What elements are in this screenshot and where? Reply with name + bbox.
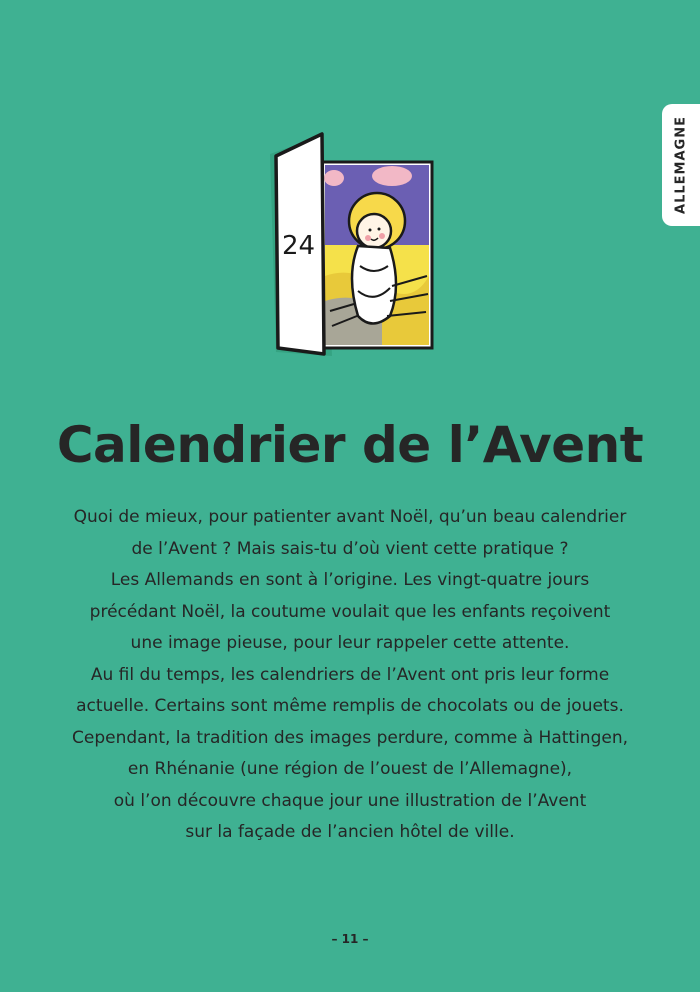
country-tab [662, 104, 700, 226]
body-line: une image pieuse, pour leur rappeler cette attente. [130, 633, 570, 653]
body-paragraph [60, 502, 640, 849]
body-line: en Rhénanie (une région de l’ouest de l’Allemagne), [127, 759, 573, 779]
page-title: Calendrier de l’Avent [56, 416, 644, 474]
cloud-shape [372, 166, 412, 186]
eye-shape [369, 229, 372, 232]
body-line: où l’on découvre chaque jour une illustration de l’Avent [113, 790, 587, 811]
body-line: sur la façade de l’ancien hôtel de ville. [185, 822, 515, 842]
body-line: Cependant, la tradition des images perdure, comme à Hattingen, [71, 727, 629, 748]
body-line: précédant Noël, la coutume voulait que les enfants reçoivent [89, 601, 611, 622]
country-tab-label: ALLEMAGNE [673, 116, 689, 214]
body-line: Quoi de mieux, pour patienter avant Noël, qu’un beau calendrier [73, 507, 627, 527]
door-number: 24 [282, 231, 316, 261]
body-line: actuelle. Certains sont même remplis de chocolats ou de jouets. [76, 696, 624, 716]
body-line: Au fil du temps, les calendriers de l’Avent ont pris leur forme [90, 664, 610, 685]
cheek-shape [365, 235, 371, 241]
page-number: – 11 – [331, 932, 369, 946]
baby-head [357, 214, 391, 248]
cheek-shape [379, 233, 385, 239]
eye-shape [378, 228, 381, 231]
body-line: de l’Avent ? Mais sais-tu d’où vient cette pratique ? [131, 538, 569, 559]
cloud-shape [324, 170, 344, 186]
body-line: Les Allemands en sont à l’origine. Les vingt-quatre jours [110, 570, 590, 590]
advent-door-drawing [262, 126, 442, 360]
advent-door-illustration [262, 126, 442, 360]
swaddle-shape [352, 246, 396, 324]
